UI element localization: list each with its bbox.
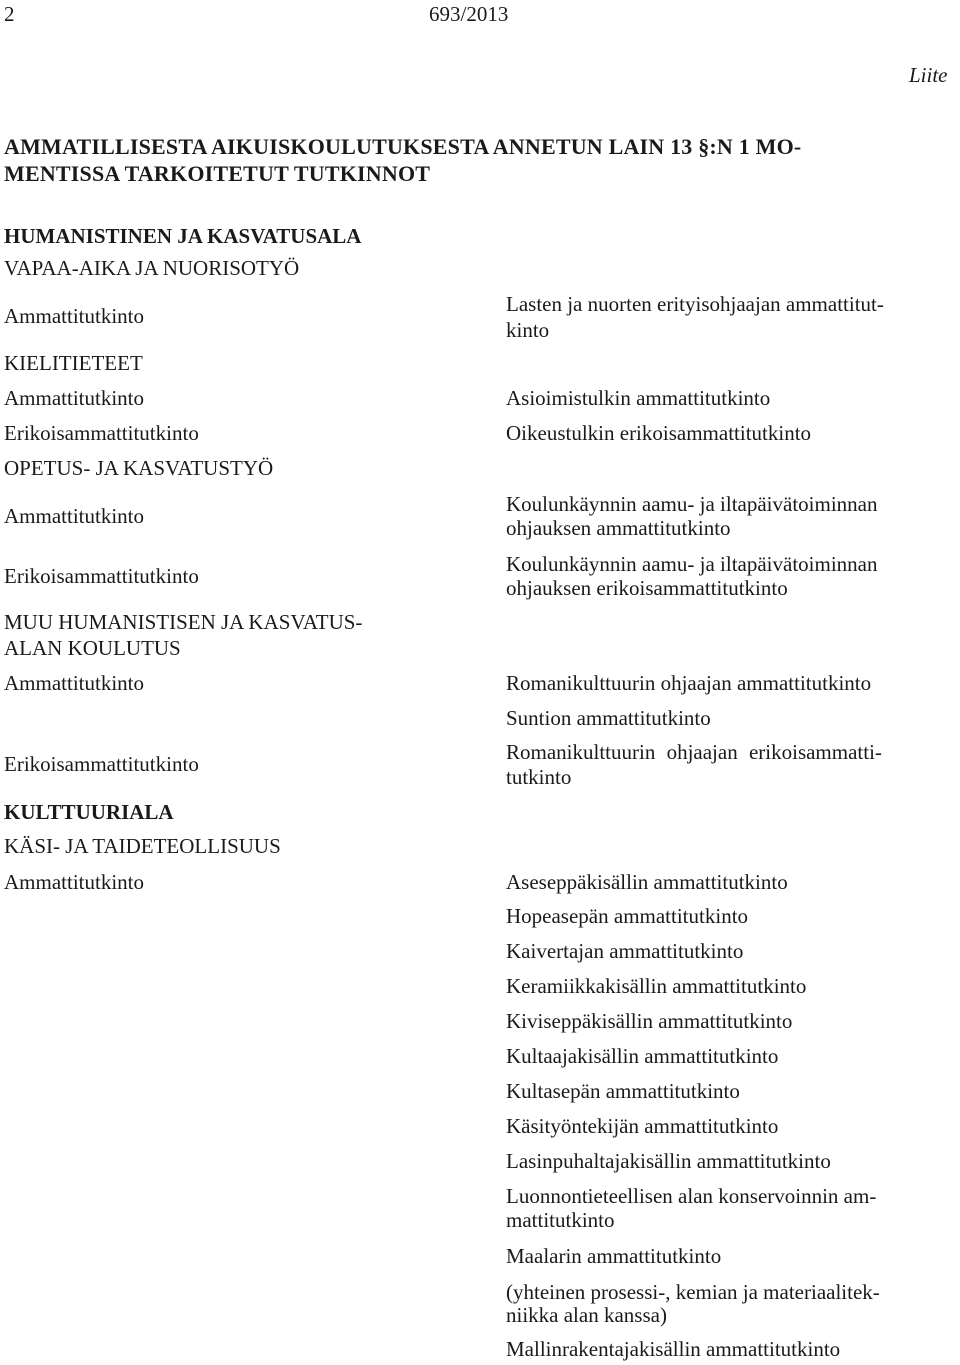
qualification-item: Hopeasepän ammattitutkinto (506, 904, 749, 928)
degree-type-crafts-at: Ammattitutkinto (4, 870, 144, 894)
qualification-item: Asioimistulkin ammattitutkinto (506, 386, 771, 410)
qualification-item: Kaivertajan ammattitutkinto (506, 939, 744, 963)
qualification-item: Keramiikkakisällin ammattitutkinto (506, 974, 807, 998)
subfield-other-line-1: MUU HUMANISTISEN JA KASVATUS- (4, 610, 363, 634)
qualification-item: Koulunkäynnin aamu- ja iltapäivätoiminnan (506, 492, 878, 516)
qualification-item: Aseseppäkisällin ammattitutkinto (506, 870, 788, 894)
subfield-crafts: KÄSI- JA TAIDETEOLLISUUS (4, 834, 281, 858)
document-number: 693/2013 (429, 2, 509, 26)
document-title-line-1: AMMATILLISESTA AIKUISKOULUTUKSESTA ANNETUN LAIN 13 §:N 1 MO- (4, 134, 802, 159)
qualification-item-continued: mattitutkinto (506, 1208, 615, 1232)
qualification-item: Romanikulttuurin ohjaajan erikoisammatti- (506, 740, 882, 764)
field-heading-humanistic: HUMANISTINEN JA KASVATUSALA (4, 224, 362, 248)
qualification-item: Oikeustulkin erikoisammattitutkinto (506, 421, 812, 445)
attachment-label: Liite (909, 63, 948, 87)
qualification-item-continued: ohjauksen erikoisammattitutkinto (506, 576, 788, 600)
degree-type-teach-eat: Erikoisammattitutkinto (4, 564, 199, 588)
degree-type-ling-at: Ammattitutkinto (4, 386, 144, 410)
qualification-item: Lasinpuhaltajakisällin ammattitutkinto (506, 1149, 831, 1173)
qualification-item: Suntion ammattitutkinto (506, 706, 711, 730)
qualification-item: Maalarin ammattitutkinto (506, 1244, 722, 1268)
document-title-line-2: MENTISSA TARKOITETUT TUTKINNOT (4, 161, 431, 186)
qualification-item: Lasten ja nuorten erityisohjaajan ammattitut- (506, 292, 884, 316)
qualification-item-continued: tutkinto (506, 765, 572, 789)
qualification-item: Kiviseppäkisällin ammattitutkinto (506, 1009, 793, 1033)
qualification-item: Mallinrakentajakisällin ammattitutkinto (506, 1337, 841, 1361)
qualification-item-continued: kinto (506, 318, 550, 342)
degree-type-other-eat: Erikoisammattitutkinto (4, 752, 199, 776)
qualification-item: Kultaajakisällin ammattitutkinto (506, 1044, 779, 1068)
qualification-item: Koulunkäynnin aamu- ja iltapäivätoiminnan (506, 552, 878, 576)
subfield-leisure-youth: VAPAA-AIKA JA NUORISOTYÖ (4, 256, 300, 280)
qualification-item: Romanikulttuurin ohjaajan ammattitutkinto (506, 671, 872, 695)
degree-type-ling-eat: Erikoisammattitutkinto (4, 421, 199, 445)
field-heading-culture: KULTTUURIALA (4, 800, 174, 824)
subfield-linguistics: KIELITIETEET (4, 351, 143, 375)
page-number: 2 (4, 2, 15, 26)
degree-type-teach-at: Ammattitutkinto (4, 504, 144, 528)
qualification-item: Käsityöntekijän ammattitutkinto (506, 1114, 779, 1138)
degree-type-other-at: Ammattitutkinto (4, 671, 144, 695)
qualification-note-continued: niikka alan kanssa) (506, 1303, 667, 1327)
degree-type-leisure-at: Ammattitutkinto (4, 304, 144, 328)
qualification-note: (yhteinen prosessi-, kemian ja materiaalitek- (506, 1280, 880, 1304)
qualification-item-continued: ohjauksen ammattitutkinto (506, 516, 731, 540)
subfield-teaching: OPETUS- JA KASVATUSTYÖ (4, 456, 274, 480)
qualification-item: Luonnontieteellisen alan konservoinnin am- (506, 1184, 877, 1208)
subfield-other-line-2: ALAN KOULUTUS (4, 636, 181, 660)
qualification-item: Kultasepän ammattitutkinto (506, 1079, 740, 1103)
